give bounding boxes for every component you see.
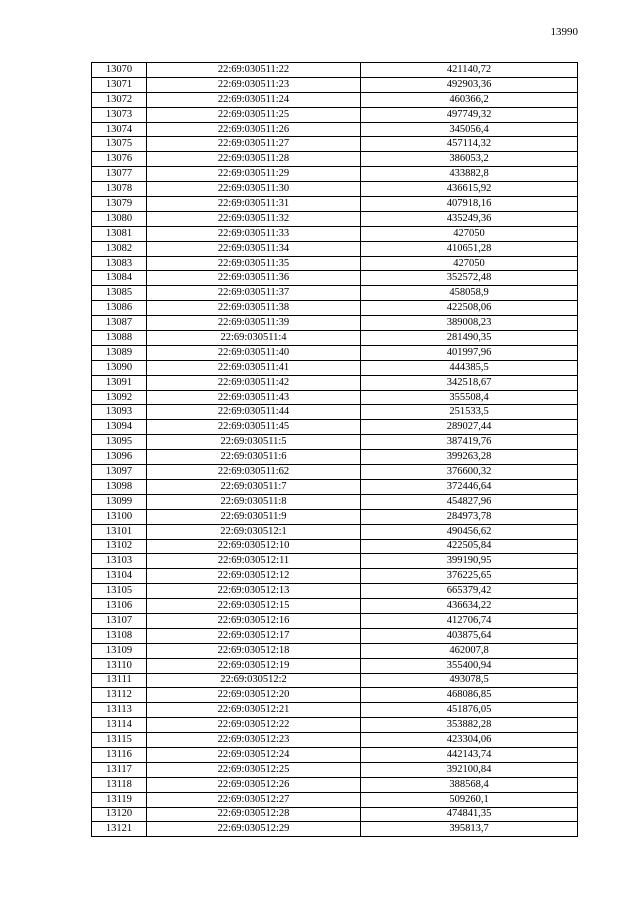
row-number-cell: 13080 [92,211,147,226]
cadastral-value-cell: 353882,28 [361,718,578,733]
cadastral-number-cell: 22:69:030511:34 [147,241,361,256]
row-number-cell: 13088 [92,331,147,346]
cadastral-value-cell: 665379,42 [361,584,578,599]
cadastral-value-cell: 427050 [361,256,578,271]
row-number-cell: 13120 [92,807,147,822]
cadastral-number-cell: 22:69:030511:26 [147,122,361,137]
table-row [92,345,578,360]
cadastral-number-cell: 22:69:030511:40 [147,345,361,360]
table-row [92,77,578,92]
cadastral-value-cell: 376600,32 [361,465,578,480]
cadastral-value-cell: 460366,2 [361,92,578,107]
table-row [92,762,578,777]
table-row [92,822,578,837]
table-row [92,673,578,688]
cadastral-value-table [91,62,578,837]
table-row [92,703,578,718]
cadastral-value-cell: 454827,96 [361,494,578,509]
row-number-cell: 13087 [92,316,147,331]
cadastral-number-cell: 22:69:030511:41 [147,360,361,375]
row-number-cell: 13081 [92,226,147,241]
cadastral-value-cell: 355508,4 [361,390,578,405]
row-number-cell: 13101 [92,524,147,539]
table-row [92,107,578,122]
table-row [92,182,578,197]
row-number-cell: 13110 [92,658,147,673]
cadastral-number-cell: 22:69:030512:18 [147,643,361,658]
row-number-cell: 13115 [92,733,147,748]
cadastral-value-cell: 490456,62 [361,524,578,539]
cadastral-value-cell: 372446,64 [361,479,578,494]
cadastral-number-cell: 22:69:030512:29 [147,822,361,837]
cadastral-value-cell: 399263,28 [361,450,578,465]
table-row [92,613,578,628]
table-row [92,479,578,494]
table-row [92,554,578,569]
row-number-cell: 13114 [92,718,147,733]
table-row [92,152,578,167]
table-row [92,733,578,748]
cadastral-number-cell: 22:69:030512:22 [147,718,361,733]
cadastral-value-cell: 493078,5 [361,673,578,688]
cadastral-value-cell: 422508,06 [361,301,578,316]
table-row [92,465,578,480]
cadastral-number-cell: 22:69:030511:37 [147,286,361,301]
row-number-cell: 13096 [92,450,147,465]
cadastral-number-cell: 22:69:030512:27 [147,792,361,807]
table-row [92,286,578,301]
cadastral-number-cell: 22:69:030512:21 [147,703,361,718]
cadastral-number-cell: 22:69:030511:39 [147,316,361,331]
row-number-cell: 13111 [92,673,147,688]
cadastral-value-cell: 422505,84 [361,539,578,554]
table-row [92,390,578,405]
cadastral-number-cell: 22:69:030511:42 [147,375,361,390]
cadastral-value-cell: 395813,7 [361,822,578,837]
row-number-cell: 13079 [92,197,147,212]
row-number-cell: 13077 [92,167,147,182]
row-number-cell: 13082 [92,241,147,256]
table-row [92,122,578,137]
row-number-cell: 13084 [92,271,147,286]
cadastral-number-cell: 22:69:030511:5 [147,435,361,450]
cadastral-value-cell: 435249,36 [361,211,578,226]
row-number-cell: 13072 [92,92,147,107]
cadastral-number-cell: 22:69:030511:35 [147,256,361,271]
row-number-cell: 13100 [92,509,147,524]
cadastral-value-cell: 427050 [361,226,578,241]
cadastral-number-cell: 22:69:030511:31 [147,197,361,212]
cadastral-number-cell: 22:69:030512:13 [147,584,361,599]
cadastral-value-cell: 392100,84 [361,762,578,777]
row-number-cell: 13105 [92,584,147,599]
row-number-cell: 13071 [92,77,147,92]
table-row [92,539,578,554]
cadastral-value-cell: 451876,05 [361,703,578,718]
cadastral-value-cell: 410651,28 [361,241,578,256]
row-number-cell: 13109 [92,643,147,658]
row-number-cell: 13106 [92,599,147,614]
cadastral-value-cell: 412706,74 [361,613,578,628]
table-row [92,777,578,792]
table-row [92,375,578,390]
cadastral-value-cell: 399190,95 [361,554,578,569]
cadastral-number-cell: 22:69:030512:20 [147,688,361,703]
row-number-cell: 13099 [92,494,147,509]
cadastral-number-cell: 22:69:030511:44 [147,405,361,420]
row-number-cell: 13078 [92,182,147,197]
cadastral-value-cell: 421140,72 [361,63,578,78]
cadastral-value-cell: 407918,16 [361,197,578,212]
cadastral-value-cell: 433882,8 [361,167,578,182]
cadastral-value-cell: 497749,32 [361,107,578,122]
row-number-cell: 13102 [92,539,147,554]
table-row [92,747,578,762]
cadastral-number-cell: 22:69:030512:12 [147,569,361,584]
table-row [92,92,578,107]
cadastral-value-cell: 389008,23 [361,316,578,331]
cadastral-value-cell: 388568,4 [361,777,578,792]
table-row [92,271,578,286]
page-number: 13990 [550,26,578,38]
cadastral-value-cell: 436634,22 [361,599,578,614]
row-number-cell: 13107 [92,613,147,628]
row-number-cell: 13076 [92,152,147,167]
cadastral-value-cell: 355400,94 [361,658,578,673]
row-number-cell: 13086 [92,301,147,316]
row-number-cell: 13094 [92,420,147,435]
row-number-cell: 13074 [92,122,147,137]
cadastral-value-cell: 492903,36 [361,77,578,92]
table-row [92,435,578,450]
cadastral-value-cell: 345056,4 [361,122,578,137]
cadastral-number-cell: 22:69:030512:11 [147,554,361,569]
table-row [92,226,578,241]
table-row [92,301,578,316]
cadastral-number-cell: 22:69:030512:25 [147,762,361,777]
cadastral-number-cell: 22:69:030511:36 [147,271,361,286]
cadastral-number-cell: 22:69:030512:15 [147,599,361,614]
row-number-cell: 13119 [92,792,147,807]
cadastral-number-cell: 22:69:030511:24 [147,92,361,107]
table-row [92,63,578,78]
row-number-cell: 13118 [92,777,147,792]
table-row [92,792,578,807]
cadastral-number-cell: 22:69:030511:6 [147,450,361,465]
row-number-cell: 13091 [92,375,147,390]
cadastral-value-cell: 458058,9 [361,286,578,301]
table-row [92,569,578,584]
table-row [92,494,578,509]
cadastral-number-cell: 22:69:030511:28 [147,152,361,167]
table-row [92,241,578,256]
cadastral-number-cell: 22:69:030512:24 [147,747,361,762]
table-row [92,688,578,703]
cadastral-number-cell: 22:69:030512:28 [147,807,361,822]
cadastral-value-cell: 457114,32 [361,137,578,152]
table-row [92,360,578,375]
cadastral-value-cell: 509260,1 [361,792,578,807]
row-number-cell: 13097 [92,465,147,480]
row-number-cell: 13104 [92,569,147,584]
table-row [92,643,578,658]
cadastral-number-cell: 22:69:030511:38 [147,301,361,316]
cadastral-value-cell: 436615,92 [361,182,578,197]
cadastral-value-cell: 468086,85 [361,688,578,703]
table-row [92,197,578,212]
table-row [92,807,578,822]
table-row [92,420,578,435]
cadastral-number-cell: 22:69:030512:26 [147,777,361,792]
row-number-cell: 13117 [92,762,147,777]
cadastral-value-cell: 376225,65 [361,569,578,584]
row-number-cell: 13093 [92,405,147,420]
cadastral-value-cell: 387419,76 [361,435,578,450]
cadastral-number-cell: 22:69:030511:29 [147,167,361,182]
cadastral-number-cell: 22:69:030511:4 [147,331,361,346]
cadastral-value-cell: 444385,5 [361,360,578,375]
row-number-cell: 13095 [92,435,147,450]
cadastral-number-cell: 22:69:030511:25 [147,107,361,122]
table-row [92,450,578,465]
row-number-cell: 13089 [92,345,147,360]
cadastral-number-cell: 22:69:030512:10 [147,539,361,554]
cadastral-number-cell: 22:69:030511:23 [147,77,361,92]
cadastral-number-cell: 22:69:030511:33 [147,226,361,241]
cadastral-number-cell: 22:69:030512:16 [147,613,361,628]
cadastral-number-cell: 22:69:030511:62 [147,465,361,480]
cadastral-value-cell: 442143,74 [361,747,578,762]
row-number-cell: 13083 [92,256,147,271]
cadastral-value-cell: 386053,2 [361,152,578,167]
row-number-cell: 13075 [92,137,147,152]
table-row [92,658,578,673]
table-row [92,316,578,331]
cadastral-value-cell: 289027,44 [361,420,578,435]
table-row [92,628,578,643]
cadastral-number-cell: 22:69:030512:2 [147,673,361,688]
table-row [92,509,578,524]
table-row [92,137,578,152]
cadastral-number-cell: 22:69:030512:19 [147,658,361,673]
cadastral-value-cell: 284973,78 [361,509,578,524]
table-row [92,331,578,346]
cadastral-number-cell: 22:69:030511:32 [147,211,361,226]
row-number-cell: 13092 [92,390,147,405]
cadastral-number-cell: 22:69:030511:7 [147,479,361,494]
cadastral-value-cell: 423304,06 [361,733,578,748]
table-row [92,599,578,614]
cadastral-number-cell: 22:69:030511:27 [147,137,361,152]
table-row [92,584,578,599]
row-number-cell: 13108 [92,628,147,643]
cadastral-number-cell: 22:69:030512:17 [147,628,361,643]
cadastral-number-cell: 22:69:030511:43 [147,390,361,405]
cadastral-value-cell: 403875,64 [361,628,578,643]
cadastral-number-cell: 22:69:030511:22 [147,63,361,78]
row-number-cell: 13103 [92,554,147,569]
row-number-cell: 13070 [92,63,147,78]
table-row [92,167,578,182]
cadastral-value-cell: 342518,67 [361,375,578,390]
table-body [92,63,578,837]
cadastral-number-cell: 22:69:030511:45 [147,420,361,435]
cadastral-value-cell: 281490,35 [361,331,578,346]
cadastral-value-cell: 251533,5 [361,405,578,420]
row-number-cell: 13085 [92,286,147,301]
table-row [92,211,578,226]
table-row [92,256,578,271]
cadastral-number-cell: 22:69:030511:30 [147,182,361,197]
row-number-cell: 13090 [92,360,147,375]
row-number-cell: 13073 [92,107,147,122]
row-number-cell: 13121 [92,822,147,837]
table-row [92,524,578,539]
cadastral-number-cell: 22:69:030511:8 [147,494,361,509]
cadastral-value-cell: 474841,35 [361,807,578,822]
cadastral-number-cell: 22:69:030512:23 [147,733,361,748]
row-number-cell: 13113 [92,703,147,718]
cadastral-value-cell: 401997,96 [361,345,578,360]
row-number-cell: 13112 [92,688,147,703]
cadastral-value-cell: 352572,48 [361,271,578,286]
cadastral-value-cell: 462007,8 [361,643,578,658]
table-row [92,718,578,733]
table-row [92,405,578,420]
cadastral-number-cell: 22:69:030511:9 [147,509,361,524]
row-number-cell: 13098 [92,479,147,494]
row-number-cell: 13116 [92,747,147,762]
cadastral-number-cell: 22:69:030512:1 [147,524,361,539]
